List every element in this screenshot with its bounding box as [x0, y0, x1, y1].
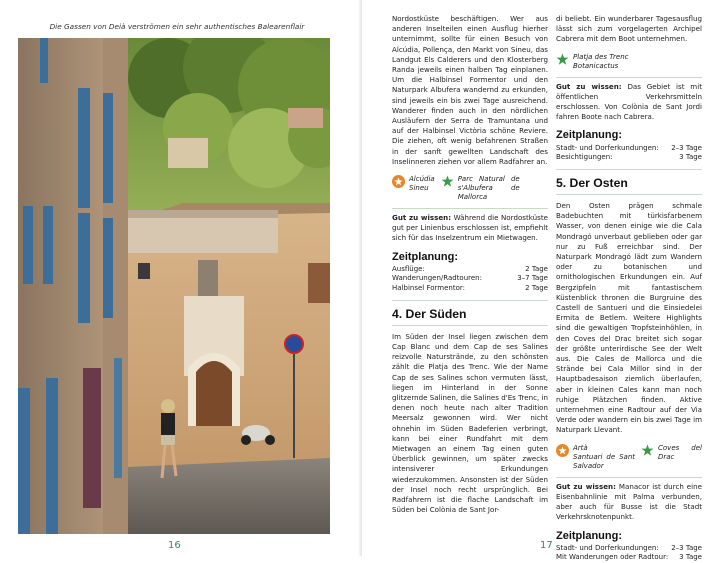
zeitplanung-row [392, 265, 548, 275]
green-star-icon [441, 175, 454, 188]
zeitplanung-value: 3 Tage [679, 553, 702, 562]
highlight-sights [392, 175, 435, 202]
zeitplanung-title: Zeitplanung: [392, 250, 458, 263]
zeitplanung-value: 3 Tage [679, 153, 702, 162]
left-page [0, 0, 362, 556]
highlight-item: Botanicactus [573, 61, 619, 70]
green-star-icon [641, 444, 654, 457]
highlight-item: Santuari de Sant Salvador [573, 452, 635, 470]
zeitplanung-value: 3–7 Tage [517, 274, 548, 283]
highlights-east [556, 444, 702, 471]
green-star-icon [556, 53, 569, 66]
highlight-item: Platja des Trenc [573, 52, 629, 61]
zeitplanung-row [556, 544, 702, 554]
zeitplanung-title: Zeitplanung: [556, 129, 622, 142]
section-paragraph: Den Osten prägen schmale Badebuchten mit türkisfarbenem Wasser, von denen einige wie die Cala Mondragó unverbaut geblieben oder gar nur zu Fuß erreichbar sind. Der Naturpark Mondragó lädt zum Wandern oder zu botanischen und ornithologischen Erkundungen ein. Auf Bergzipfeln mit fantastischem Küstenblick thronen die Burgruine des Castell de Santueri und die Einsiedelei Ermita de Betlem. Weitere Highlights sind die gewaltigen Tropfsteinhöhlen, in den Coves del Drac breitet sich sogar der größte unterirdische See der Welt aus. Die Cales de Mallorca und die Strände bei Cala Millor sind in der Hauptbadesaison ziemlich überlaufen, aber in kleinen Cales kann man noch ruhige Plätzchen finden. Aktive unternehmen eine Radtour auf der Via Verde oder wandern ein bis zwei Tage im Naturpark Llevant. [556, 201, 702, 435]
intro-paragraph: Nordostküste beschäftigen. Wer aus anderen Inselteilen einen Ausflug hierher unternimmt, sollte für einen Besuch von Alcúdia, Pollença, den Markt von Sineu, das Landgut Els Calderers und den Klosterberg Randa jeweils einen halben Tag einplanen. Um die Halbinsel Formentor und den Naturpark Albufera wandernd zu erkunden, sind jeweils ein bis zwei Tage ausreichend. Wanderer finden auch in den nördlichen Ausläufern der Serra de Tramuntana und auf der Halbinsel Victòria schöne Reviere. Die ziehen, oft wenig befahrenen Straßen in der sanft gewellten Landschaft des Inselinneren ziehen vor allem Radfahrer an. [392, 14, 548, 166]
tip-text: Während die Nordostküste gut per Linienbus erschlossen ist, empfiehlt sich für das Inselzentrum ein Mietwagen. [392, 213, 548, 243]
tip-text: Manacor ist durch eine Eisenbahnlinie mit Palma verbunden, aber auch für Busse ist die Stadt Verkehrsknotenpunkt. [556, 481, 702, 522]
highlight-item: Alcúdia [409, 175, 435, 184]
page-number-left: 16 [168, 540, 181, 551]
zeitplanung-label: Wanderungen/Radtouren: [392, 274, 482, 283]
highlight-item: Coves del Drac [658, 443, 702, 461]
zeitplanung-row [392, 274, 548, 284]
zeitplanung-label: Ausflüge: [392, 264, 425, 273]
tip-label: Gut zu wissen: [392, 213, 452, 223]
zeitplanung-value: 2 Tage [525, 264, 548, 273]
street-photo [18, 38, 330, 534]
zeitplanung-title: Zeitplanung: [556, 529, 622, 542]
highlight-nature [441, 175, 520, 202]
zeitplanung-label: Mit Wanderungen oder Radtour: [556, 553, 669, 562]
zeitplanung-label: Halbinsel Formentor: [392, 284, 465, 293]
highlight-nature [556, 53, 628, 71]
star-icon [392, 175, 405, 188]
highlight-item: Sineu [409, 184, 429, 193]
zeitplanung-label: Stadt- und Dorferkundungen: [556, 143, 659, 152]
tip-paragraph [556, 482, 702, 523]
zeitplanung-row [556, 144, 702, 154]
highlight-sights [556, 444, 635, 471]
highlight-nature [641, 444, 702, 471]
star-icon [556, 444, 569, 457]
divider [392, 208, 548, 209]
tip-paragraph [392, 213, 548, 244]
text-column-1 [392, 14, 548, 516]
zeitplanung-row [392, 284, 548, 294]
zeitplanung-label: Besichtigungen: [556, 153, 613, 162]
section-heading-east: 5. Der Osten [556, 169, 702, 195]
tip-text: Das Gebiet ist mit öffentlichen Verkehrsmitteln erschlossen. Von Colònia de Sant Jordi fahren Boote nach Cabrera. [556, 81, 702, 122]
zeitplanung-label: Stadt- und Dorferkundungen: [556, 543, 659, 552]
zeitplanung-row [556, 553, 702, 563]
zeitplanung-value: 2–3 Tage [671, 543, 702, 552]
highlights-north [392, 175, 548, 202]
intro-paragraph: di beliebt. Ein wunderbarer Tagesausflug lässt sich zum vorgelagerten Archipel Cabrera mit dem Boot unternehmen. [556, 14, 702, 44]
section-paragraph: Im Süden der Insel liegen zwischen dem Cap Blanc und dem Cap de ses Salines reizvolle Naturstrände, zu den schönsten zählt die Platja des Trenc. Wie der Name Cap de ses Salines schon vermuten lässt, liegen im Hinterland in der Sonne glitzernde Salinen, die Salines d'Es Trenc, in denen noch heute nach alter Tradition Meersalz gewonnen wird. Wer nicht ohnehin im Süden Badeferien verbringt, kann bei einer Rundfahrt mit dem Mietwagen an einem Tag einen guten Überblick gewinnen, um später zwecks intensiverer Erkundungen wiederzukommen. Ansonsten ist der Süden der Insel noch recht ursprünglich. Bei Radfahrern ist die flache Landschaft im Süden bei Colònia de Sant Jor- [392, 331, 548, 515]
text-column-2 [556, 14, 702, 563]
tip-label: Gut zu wissen: [556, 81, 622, 91]
zeitplanung-value: 2–3 Tage [671, 143, 702, 152]
highlights-south [556, 53, 702, 71]
photo-caption: Die Gassen von Deià verströmen ein sehr authentisches Balearenflair [49, 22, 305, 31]
divider [556, 477, 702, 478]
section-heading-south: 4. Der Süden [392, 300, 548, 326]
right-page [362, 0, 720, 562]
page-number-right: 17 [540, 540, 553, 551]
tip-paragraph [556, 82, 702, 123]
zeitplanung-value: 2 Tage [525, 284, 548, 293]
highlight-item: Artà [573, 443, 588, 452]
tip-label: Gut zu wissen: [556, 481, 616, 491]
zeitplanung-row [556, 153, 702, 163]
highlight-item: Parc Natural de s'Albufera de Mallorca [457, 175, 520, 202]
divider [556, 77, 702, 78]
